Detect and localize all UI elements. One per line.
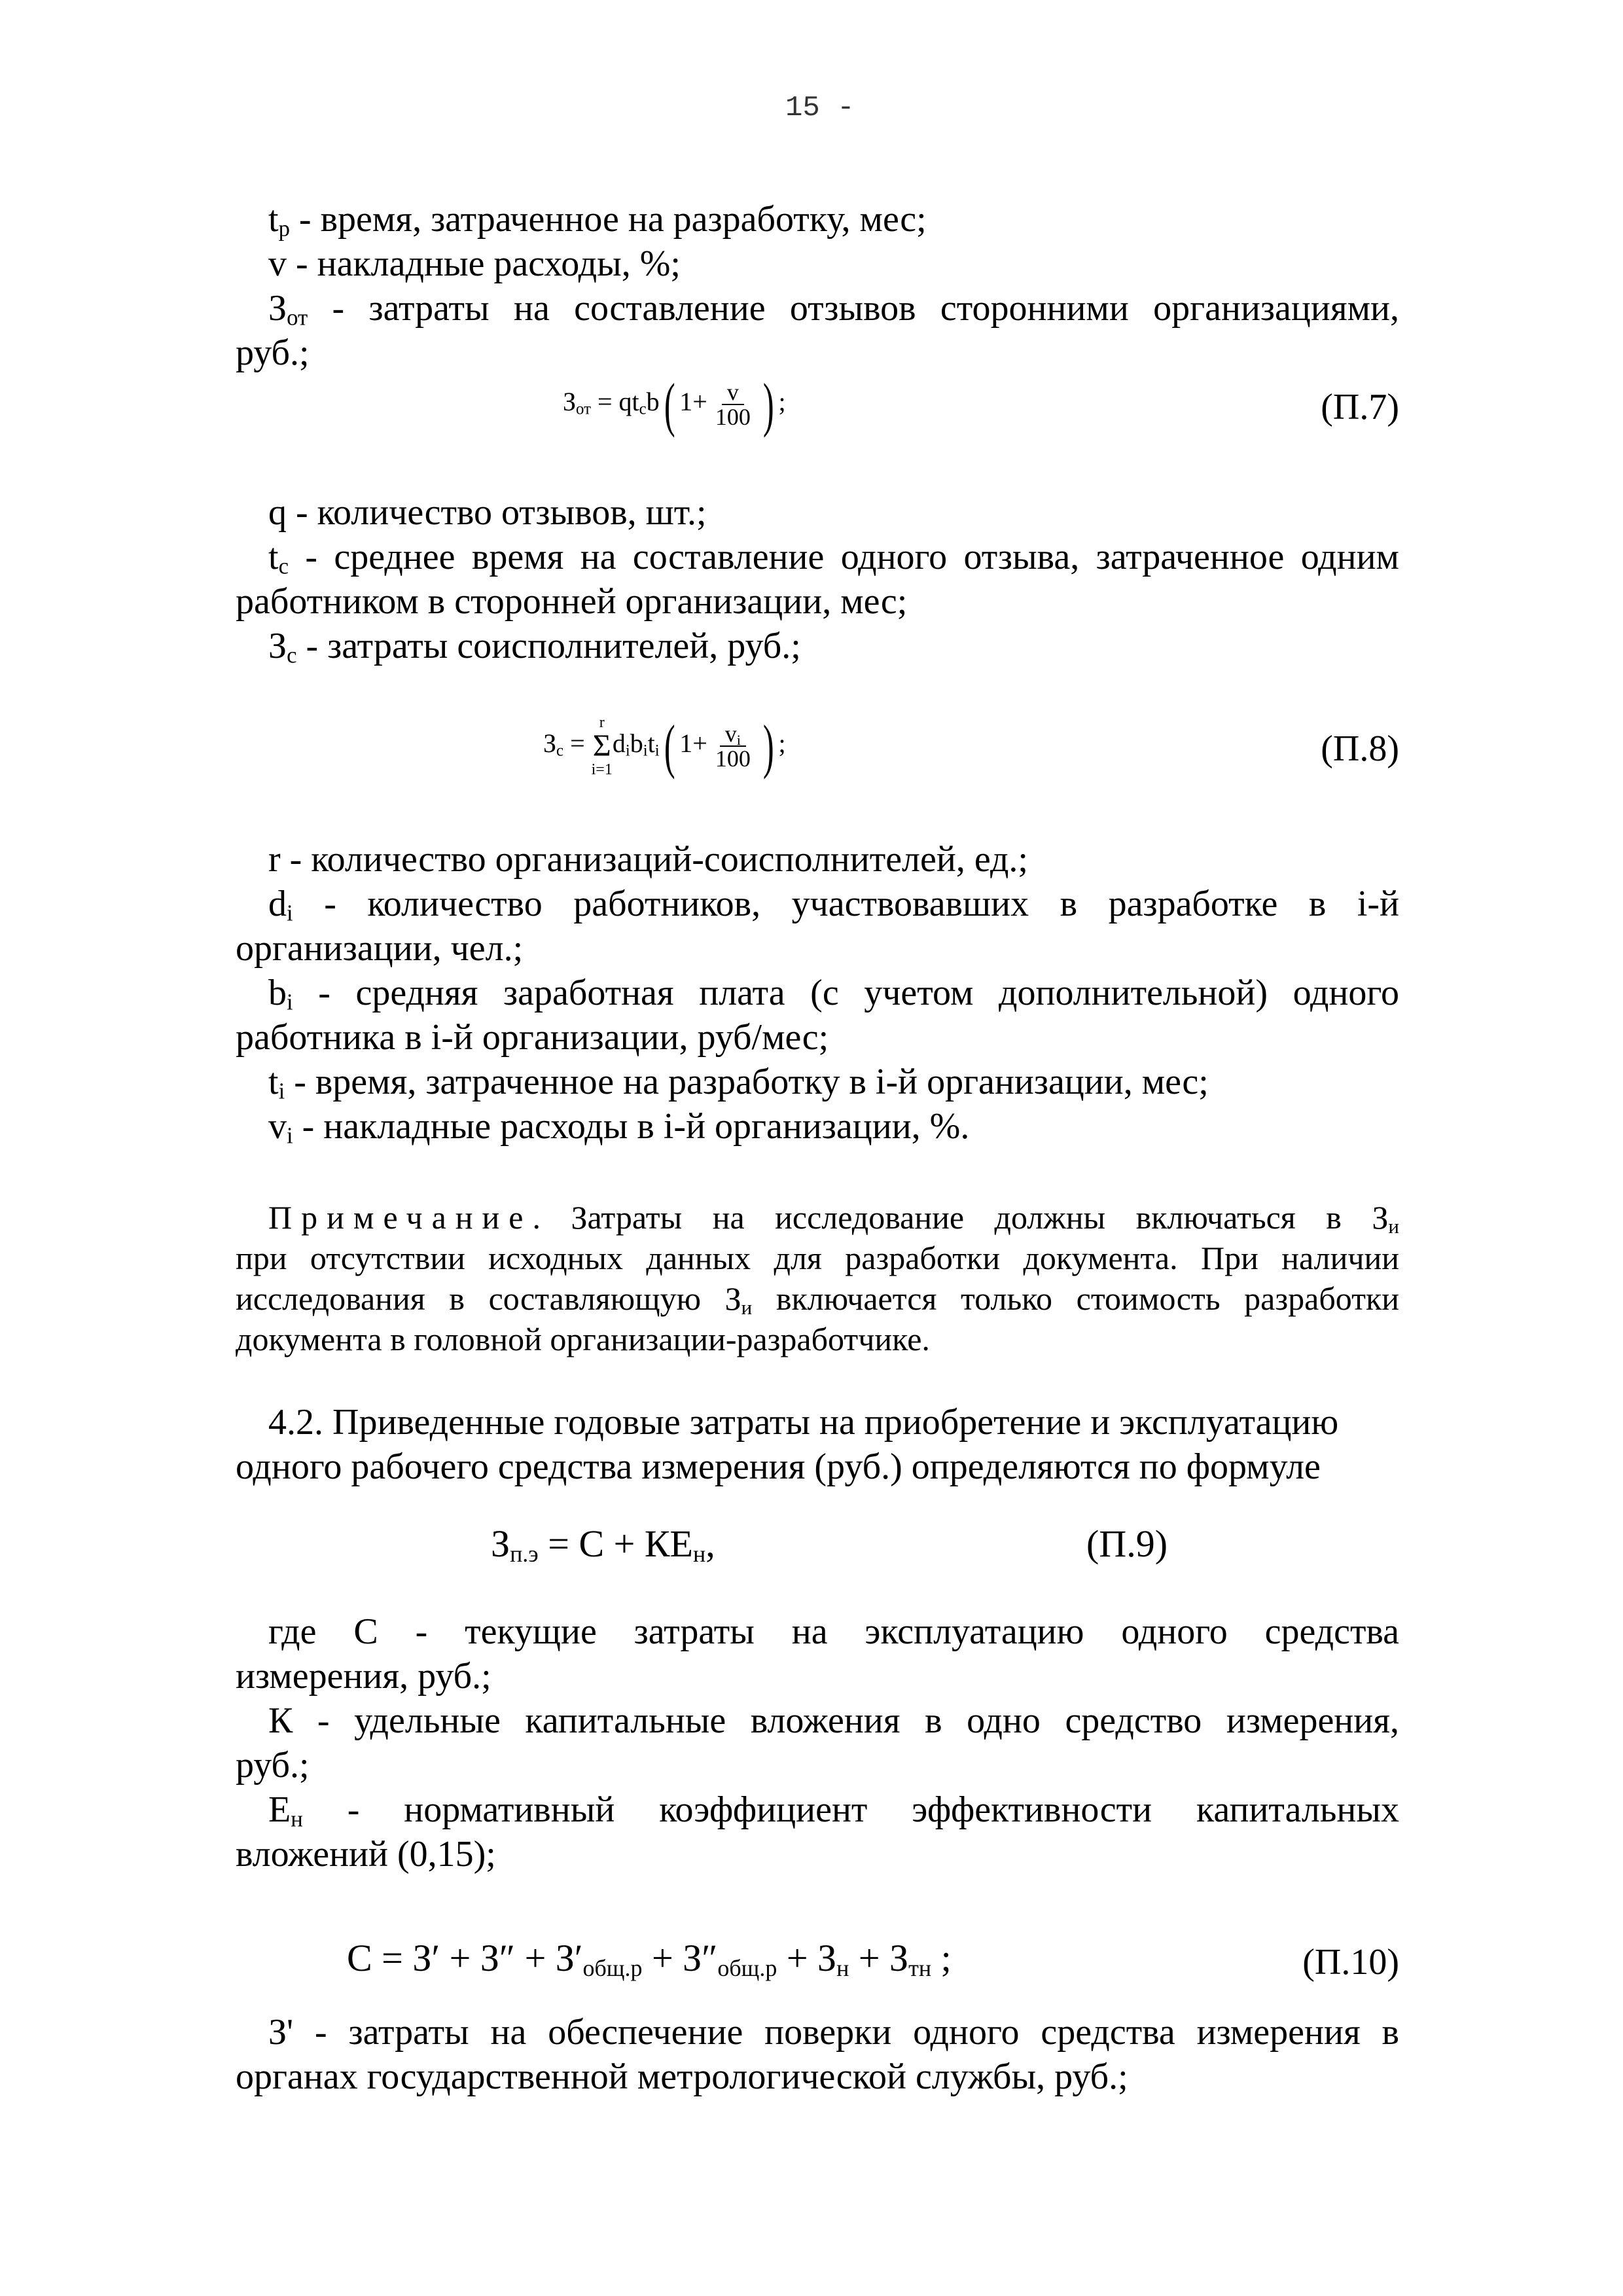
def-k-cont: руб.; — [236, 1745, 310, 1785]
def-tr: $t_р$ - время, затраченное на разработку, мес; — [268, 199, 927, 242]
def-z-prime: З' - затраты на обеспечение поверки одного средства измерения в — [268, 2012, 1399, 2053]
note-line-1: Примечание. Затраты на исследование должны включаться в $З_и$ — [268, 1199, 1399, 1238]
def-r: r - количество организаций-соисполнителей, ед.; — [268, 839, 1028, 880]
def-zc: $З_с$ - затраты соисполнителей, руб.; — [268, 626, 801, 668]
def-di-cont: организации, чел.; — [236, 928, 524, 969]
formula-p9: $З_{п.э} = С + КЕ_н$, — [491, 1522, 715, 1567]
page-number: 15 - — [785, 92, 855, 124]
formula-p8: $З_с$ = r Σ i=1 $d_ib_it_i$( 1+ $\frac{v_i}{100}$ ) ; — [543, 713, 786, 780]
formula-p7-label: (П.7) — [1321, 387, 1399, 427]
def-tc: $t_c$ - среднее время на составление одного отзыва, затраченное одним — [268, 537, 1399, 579]
def-k: К - удельные капитальные вложения в одно средство измерения, — [268, 1700, 1399, 1741]
section-4-2-line-1: 4.2. Приведенные годовые затраты на приобретение и эксплуатацию — [268, 1402, 1339, 1443]
def-bi-cont: работника в i-й организации, руб/мес; — [236, 1017, 829, 1058]
def-en-cont: вложений (0,15); — [236, 1834, 496, 1874]
def-bi: $b_i$ - средняя заработная плата (с учетом дополнительной) одного — [268, 973, 1399, 1015]
def-tc-cont: работником в сторонней организации, мес; — [236, 581, 908, 622]
def-en: $Е_н$ - нормативный коэффициент эффективности капитальных — [268, 1789, 1399, 1832]
def-zot-cont: руб.; — [236, 332, 310, 373]
def-zot: $З_{от}$ - затраты на составление отзывов сторонними организациями, — [268, 288, 1399, 331]
note-line-3: исследования в составляющую $З_и$ включается только стоимость разработки — [236, 1280, 1399, 1319]
formula-p10-label: (П.10) — [1302, 1942, 1399, 1982]
note-line-2: при отсутствии исходных данных для разработки документа. При наличии — [236, 1240, 1399, 1276]
formula-p9-label: (П.9) — [1086, 1522, 1168, 1565]
def-ti: $t_i$ - время, затраченное на разработку в i-й организации, мес; — [268, 1062, 1209, 1104]
def-z-prime-cont: органах государственной метрологической службы, руб.; — [236, 2056, 1128, 2097]
def-v: v - накладные расходы, %; — [268, 243, 681, 284]
note-label: Примечание — [268, 1199, 533, 1236]
section-4-2-line-2: одного рабочего средства измерения (руб.) определяются по формуле — [236, 1446, 1321, 1487]
formula-p7: $З_{от} = qt_cb$( 1+ $\frac{v}{100}$ ) ; — [563, 371, 786, 438]
def-vi: $v_i$ - накладные расходы в i-й организации, %. — [268, 1106, 970, 1149]
formula-p8-label: (П.8) — [1321, 728, 1399, 769]
def-c: где С - текущие затраты на эксплуатацию одного средства — [268, 1611, 1399, 1652]
def-c-cont: измерения, руб.; — [236, 1656, 491, 1696]
def-q: q - количество отзывов, шт.; — [268, 492, 707, 533]
def-di: $d_i$ - количество работников, участвовавших в разработке в i-й — [268, 884, 1399, 926]
formula-p10: $С = З' + З'' + З'_{общ.р} + З''_{общ.р} + З_н + З_{тн}$ ; — [347, 1937, 952, 1981]
note-line-4: документа в головной организации-разработчике. — [236, 1321, 930, 1357]
